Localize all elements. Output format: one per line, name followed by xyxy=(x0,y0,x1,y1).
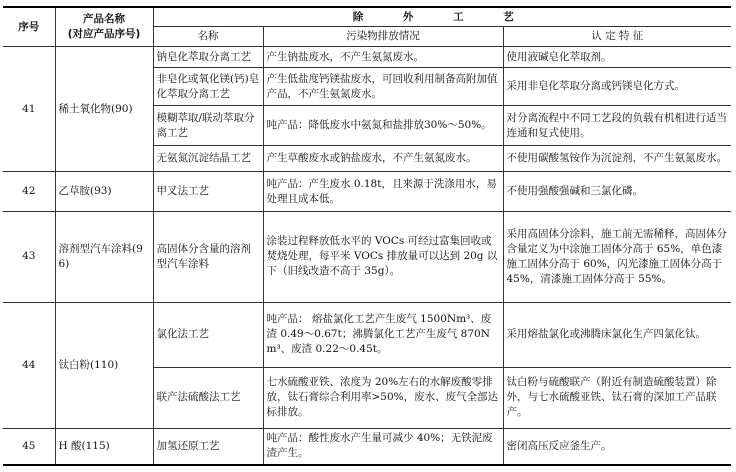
row-product: 钛白粉(110) xyxy=(55,302,153,428)
table-row xyxy=(3,172,731,212)
header-product-sub: (对应产品序号) xyxy=(67,28,141,41)
row-product: 溶剂型汽车涂料(96) xyxy=(55,212,153,302)
header-name: 名称 xyxy=(153,27,263,47)
pollution-cell: 吨产品：酸性废水产生量可减少 40%；无铁泥废渣产生。 xyxy=(263,428,503,465)
pollution-cell: 产生钠盐废水，不产生氨氮废水。 xyxy=(263,47,503,68)
row-product: 乙草胺(93) xyxy=(55,172,153,212)
table-row xyxy=(3,428,731,465)
header-pollution: 污染物排放情况 xyxy=(263,27,503,47)
criteria-cell: 密闭高压反应釜生产。 xyxy=(503,428,731,465)
row-seq: 42 xyxy=(3,172,55,212)
table-row xyxy=(3,212,731,302)
process-name: 高固体分含量的溶剂型汽车涂料 xyxy=(153,212,263,302)
header-row-1 xyxy=(3,7,731,27)
process-name: 无氨氮沉淀结晶工艺 xyxy=(153,146,263,172)
row-product: 稀土氧化物(90) xyxy=(55,47,153,172)
pollution-cell: 产生草酸废水或钠盐废水，不产生氨氮废水。 xyxy=(263,146,503,172)
criteria-cell: 对分离流程中不同工艺段的负载有机相进行适当连通和复式使用。 xyxy=(503,106,731,146)
row-product: H 酸(115) xyxy=(55,428,153,465)
process-name: 甲叉法工艺 xyxy=(153,172,263,212)
row-seq: 41 xyxy=(3,47,55,172)
criteria-cell: 不使用碳酸氢铵作为沉淀剂，不产生氨氮废水。 xyxy=(503,146,731,172)
table-row xyxy=(3,47,731,68)
pollution-cell: 吨产品：降低废水中氨氮和盐排放30%～50%。 xyxy=(263,106,503,146)
criteria-cell: 不使用强酸强碱和三氯化磷。 xyxy=(503,172,731,212)
pollution-cell: 吨产品： 熔盐氯化工艺产生废气 1500Nm³、废渣 0.49～0.67t；沸腾氯化工艺产生废气 870Nm³、废渣 0.22～0.45t。 xyxy=(263,302,503,367)
header-product-label: 产品名称 xyxy=(83,13,125,26)
process-name: 非皂化或氧化镁(钙)皂化萃取分离工艺 xyxy=(153,68,263,106)
row-seq: 45 xyxy=(3,428,55,465)
header-product xyxy=(55,7,153,47)
pollution-cell: 涂装过程释放低水平的 VOCs 可经过富集回收或焚烧处理，每平米 VOCs 排放量可以达到 20g 以下（旧线改造不高于 35g）。 xyxy=(263,212,503,302)
pollution-cell: 产生低盐度钙镁盐废水，可回收利用制备高附加值产品，不产生氨氮废水。 xyxy=(263,68,503,106)
process-name: 氯化法工艺 xyxy=(153,302,263,367)
header-criteria: 认 定 特 征 xyxy=(503,27,731,47)
criteria-cell: 采用高固体分涂料，施工前无需稀释，高固体分含量定义为中涂施工固体分高于 65%，单色漆施工固体分高于 60%，闪光漆施工固体分高于 45%，清漆施工固体分高于 55%。 xyxy=(503,212,731,302)
process-name: 钠皂化萃取分离工艺 xyxy=(153,47,263,68)
process-table xyxy=(3,6,731,466)
criteria-cell: 钛白粉与硫酸联产（附近有制造硫酸装置）除外，与七水硫酸亚铁、钛石膏的深加工产品联产。 xyxy=(503,367,731,428)
pollution-cell: 七水硫酸亚铁、浓度为 20%左右的水解废酸零排放，钛石膏综合利用率>50%，废水、废气全部达标排放。 xyxy=(263,367,503,428)
pollution-cell: 吨产品：产生废水 0.18t，且来源于洗涤用水，易处理且成本低。 xyxy=(263,172,503,212)
criteria-cell: 采用熔盐氯化或沸腾床氯化生产四氯化钛。 xyxy=(503,302,731,367)
process-name: 模糊萃取/联动萃取分离工艺 xyxy=(153,106,263,146)
row-seq: 43 xyxy=(3,212,55,302)
criteria-cell: 采用非皂化萃取分离或钙镁皂化方式。 xyxy=(503,68,731,106)
header-process-group: 除 外 工 艺 xyxy=(153,7,731,27)
header-seq: 序号 xyxy=(3,7,55,47)
process-name: 加氢还原工艺 xyxy=(153,428,263,465)
process-name: 联产法硫酸法工艺 xyxy=(153,367,263,428)
table-row xyxy=(3,302,731,367)
row-seq: 44 xyxy=(3,302,55,428)
criteria-cell: 使用液碱皂化萃取剂。 xyxy=(503,47,731,68)
